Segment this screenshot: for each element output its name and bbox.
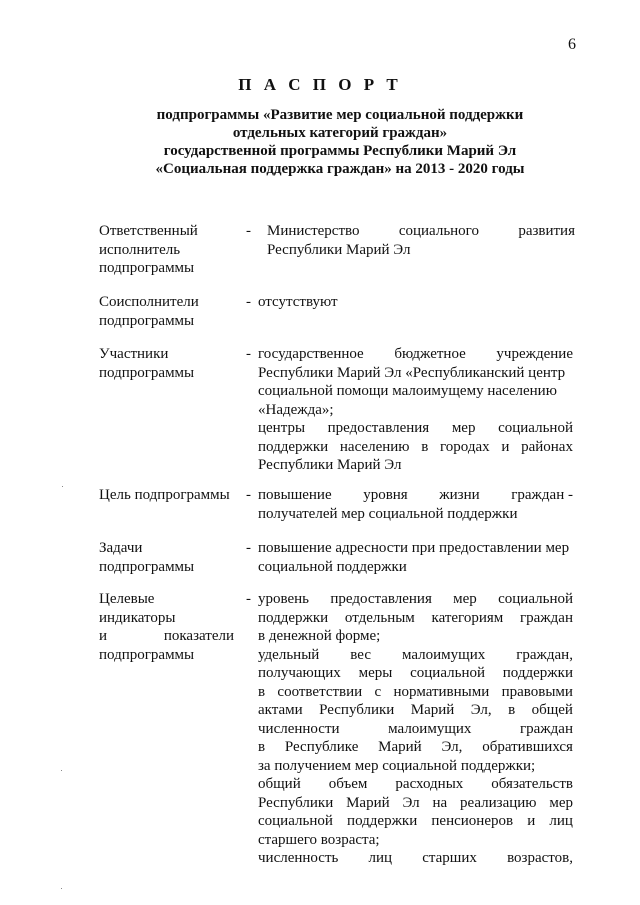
value-word: бюджетное: [394, 346, 466, 362]
value-word: граждан,: [516, 646, 573, 663]
label-word: показатели: [163, 628, 234, 644]
label-line: индикаторы: [99, 609, 176, 626]
row-dash: -: [246, 487, 251, 503]
value-word: меры: [358, 665, 393, 681]
row-dash: -: [246, 540, 251, 556]
value-word: вес: [350, 646, 371, 663]
value-line: Республики Марий Эл: [267, 241, 411, 258]
row-label: [99, 486, 244, 505]
value-word: уровня: [363, 487, 408, 503]
value-word: лиц: [549, 813, 573, 829]
label-line: Целевые: [99, 591, 155, 607]
value-line: [258, 609, 573, 628]
value-word: численность: [258, 850, 339, 866]
label-line: подпрограммы: [99, 646, 195, 663]
value-word: Эл: [402, 794, 420, 811]
value-line: [258, 345, 573, 364]
label-line: подпрограммы: [99, 260, 195, 276]
row-label: [99, 539, 244, 576]
label-line: подпрограммы: [99, 364, 195, 381]
label-line: подпрограммы: [99, 312, 195, 329]
value-word: старших: [422, 850, 477, 866]
row-value: [258, 293, 573, 312]
value-word: поддержки: [347, 813, 418, 829]
value-line: [258, 720, 573, 739]
value-word: малоимущих: [401, 646, 486, 663]
value-word: пенсионеров: [431, 813, 514, 829]
value-word: актами: [258, 702, 303, 718]
value-line: [258, 590, 573, 609]
value-word: Марий: [346, 794, 390, 811]
value-word: социальной: [410, 665, 485, 681]
value-line: Республики Марий Эл «Республиканский центр: [258, 364, 566, 381]
label-word: и: [99, 628, 108, 644]
value-word: реализацию: [460, 794, 537, 811]
row-dash: -: [246, 294, 251, 310]
label-line: Соисполнители: [99, 294, 199, 310]
row-value: [258, 486, 573, 523]
row-label: [99, 345, 244, 382]
label-line: исполнитель: [99, 241, 181, 258]
value-word: Республике: [284, 739, 359, 755]
value-line: социальной поддержки: [258, 558, 407, 575]
value-word: учреждение: [496, 346, 573, 362]
label-line: подпрограммы: [99, 558, 195, 575]
scan-speck: [61, 888, 62, 889]
value-word: государственное: [258, 346, 364, 362]
row-label: [99, 293, 244, 330]
row-label: [99, 222, 244, 278]
value-word: развития: [518, 223, 575, 239]
value-word: Марий: [378, 739, 422, 755]
value-line: [258, 794, 573, 813]
value-line: [258, 738, 573, 757]
value-word: городах: [440, 438, 490, 455]
document-subtitle: [120, 106, 560, 178]
value-word: социальной: [498, 591, 573, 607]
value-line: [258, 683, 573, 702]
row-value: [267, 222, 575, 259]
value-word: Республики: [319, 702, 395, 718]
value-word: предоставления: [330, 591, 432, 607]
subtitle-line: «Социальная поддержка граждан» на 2013 - 2020 годы: [155, 161, 525, 177]
value-word: общий: [258, 776, 301, 792]
row-dash: -: [246, 591, 251, 607]
value-word: расходных: [395, 776, 464, 792]
page-number: 6: [568, 36, 576, 53]
value-word: поддержки: [258, 609, 329, 626]
value-word: повышение: [258, 487, 332, 503]
value-word: лиц: [368, 850, 393, 866]
value-word: в: [421, 438, 429, 455]
value-word: отдельным: [344, 609, 415, 626]
value-word: центры: [258, 420, 306, 436]
value-word: категориям: [431, 609, 504, 626]
value-word: населению: [339, 438, 410, 455]
value-word: предоставления: [327, 420, 430, 436]
value-line: [258, 646, 573, 665]
value-word: численности: [258, 720, 340, 737]
value-word: в: [258, 683, 266, 700]
value-line: «Надежда»;: [258, 401, 334, 418]
subtitle-line: отдельных категорий граждан»: [232, 125, 448, 141]
value-line: в денежной форме;: [258, 628, 381, 644]
value-word: граждан: [520, 720, 573, 737]
label-line: [99, 627, 234, 646]
value-word: Марий: [410, 702, 455, 718]
value-line: [258, 438, 573, 457]
value-line: Республики Марий Эл: [258, 457, 402, 473]
label-line: Ответственный: [99, 223, 198, 239]
value-word: мер: [453, 591, 477, 607]
value-line: [267, 222, 575, 241]
value-word: и: [501, 438, 510, 455]
row-dash: -: [246, 223, 251, 239]
value-word: в: [508, 702, 516, 718]
value-word: Эл,: [441, 739, 463, 755]
value-word: общей: [531, 702, 573, 718]
value-word: Министерство: [267, 223, 360, 239]
value-word: мер: [451, 420, 476, 436]
value-line: [258, 849, 573, 868]
value-line: отсутствуют: [258, 294, 338, 310]
value-line: [258, 419, 573, 438]
value-line: старшего возраста;: [258, 831, 380, 848]
value-line: [258, 701, 573, 720]
value-word: соответствии: [277, 683, 363, 700]
row-value: [258, 539, 573, 576]
value-word: правовыми: [501, 683, 573, 700]
value-word: социального: [398, 223, 479, 239]
value-word: граждан: [519, 609, 573, 626]
value-word: на: [432, 794, 448, 811]
value-word: социальной: [498, 420, 573, 436]
row-value: [258, 345, 573, 475]
document-title: П А С П О Р Т: [238, 75, 402, 94]
value-line: [258, 812, 573, 831]
row-dash: -: [246, 346, 251, 362]
value-line: [258, 664, 573, 683]
value-word: мер: [549, 794, 573, 811]
value-word: обратившихся: [482, 739, 573, 755]
row-value: [258, 590, 573, 868]
value-line: повышение адресности при предоставлении мер: [258, 540, 570, 556]
value-word: нормативными: [393, 683, 490, 700]
value-word: поддержки: [258, 438, 329, 455]
scan-speck: [62, 486, 63, 487]
value-word: объем: [328, 776, 368, 792]
value-word: жизни: [439, 487, 480, 503]
label-line: Цель подпрограммы: [99, 487, 230, 503]
subtitle-line: подпрограммы «Развитие мер социальной поддержки: [156, 107, 524, 123]
row-label: [99, 590, 244, 664]
value-word: граждан -: [511, 487, 573, 503]
value-line: получателей мер социальной поддержки: [258, 505, 518, 522]
value-word: и: [527, 813, 536, 829]
value-word: районах: [521, 438, 573, 455]
value-word: уровень: [258, 591, 310, 607]
value-word: Республики: [258, 794, 334, 811]
value-word: Эл,: [470, 702, 492, 718]
value-word: получающих: [258, 665, 341, 681]
value-word: удельный: [258, 646, 320, 663]
value-word: социальной: [258, 813, 333, 829]
value-line: социальной помощи малоимущему населению: [258, 383, 557, 399]
value-word: в: [258, 739, 266, 755]
value-word: малоимущих: [388, 720, 472, 737]
subtitle-line: государственной программы Республики Марий Эл: [163, 143, 517, 159]
value-line: за получением мер социальной поддержки;: [258, 757, 536, 774]
scan-speck: [61, 770, 62, 771]
value-word: обязательств: [491, 776, 573, 792]
value-word: возрастов,: [507, 850, 573, 866]
value-line: [258, 775, 573, 794]
label-line: Задачи: [99, 540, 143, 556]
label-line: Участники: [99, 346, 169, 362]
value-word: поддержки: [502, 665, 573, 681]
value-line: [258, 486, 573, 505]
value-word: с: [374, 683, 382, 700]
